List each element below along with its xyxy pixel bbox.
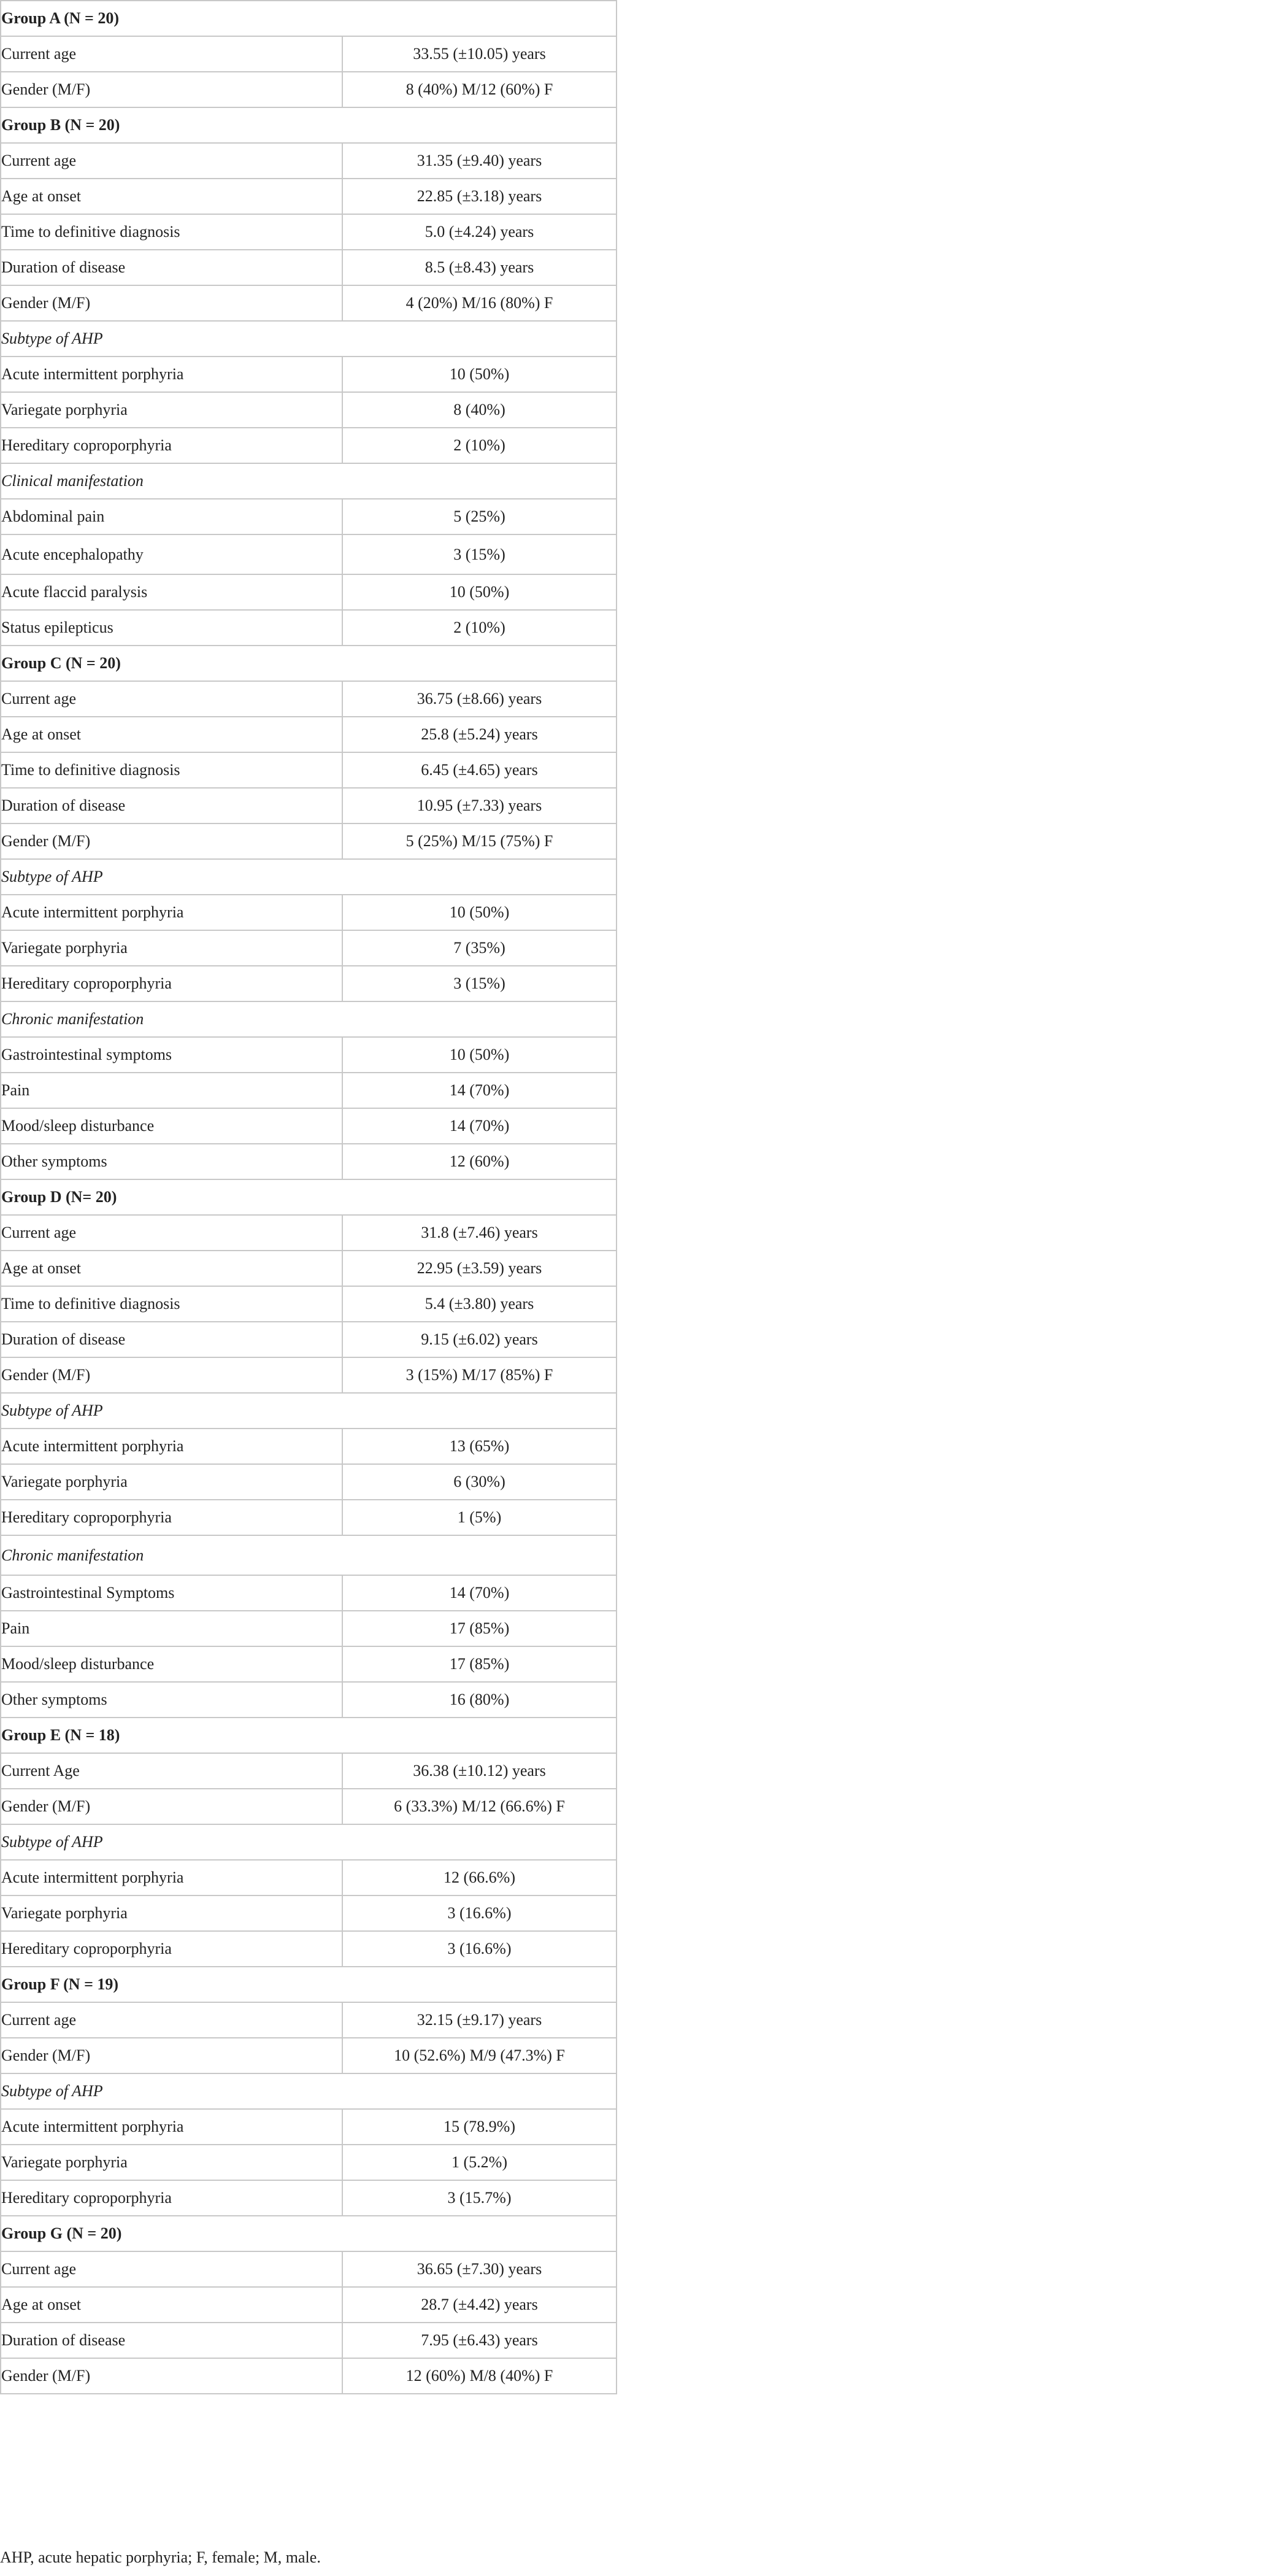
row-value: 3 (15.7%) — [342, 2180, 617, 2216]
table-row — [1, 1860, 617, 1895]
table-row — [1, 36, 617, 72]
table-row — [1, 966, 617, 1001]
row-label: Duration of disease — [1, 2323, 342, 2358]
table-row — [1, 1322, 617, 1357]
row-value: 9.15 (±6.02) years — [342, 1322, 617, 1357]
row-label: Pain — [1, 1073, 342, 1108]
row-label: Duration of disease — [1, 1322, 342, 1357]
row-value: 13 (65%) — [342, 1429, 617, 1464]
row-label: Time to definitive diagnosis — [1, 752, 342, 788]
row-label: Variegate porphyria — [1, 930, 342, 966]
row-value: 12 (60%) — [342, 1144, 617, 1179]
table-row — [1, 1895, 617, 1931]
table-row — [1, 1357, 617, 1393]
section-header: Chronic manifestation — [1, 1535, 617, 1575]
row-label: Gastrointestinal Symptoms — [1, 1575, 342, 1611]
section-header-row — [1, 321, 617, 357]
table-row — [1, 2002, 617, 2038]
row-label: Current age — [1, 681, 342, 717]
row-label: Age at onset — [1, 1251, 342, 1286]
section-header: Clinical manifestation — [1, 463, 617, 499]
table-row — [1, 1464, 617, 1500]
row-label: Gender (M/F) — [1, 2038, 342, 2073]
row-label: Current age — [1, 36, 342, 72]
row-value: 36.38 (±10.12) years — [342, 1753, 617, 1789]
row-label: Current age — [1, 1215, 342, 1251]
row-label: Current age — [1, 2002, 342, 2038]
row-label: Duration of disease — [1, 250, 342, 285]
row-value: 1 (5%) — [342, 1500, 617, 1535]
row-label: Acute intermittent porphyria — [1, 2109, 342, 2145]
section-header-row — [1, 1393, 617, 1429]
table-row — [1, 357, 617, 392]
row-value: 10 (50%) — [342, 574, 617, 610]
row-label: Mood/sleep disturbance — [1, 1108, 342, 1144]
row-value: 36.75 (±8.66) years — [342, 681, 617, 717]
row-label: Hereditary coproporphyria — [1, 2180, 342, 2216]
row-label: Variegate porphyria — [1, 1464, 342, 1500]
row-label: Current Age — [1, 1753, 342, 1789]
row-value: 32.15 (±9.17) years — [342, 2002, 617, 2038]
table-row — [1, 1144, 617, 1179]
row-label: Hereditary coproporphyria — [1, 428, 342, 463]
section-header-row — [1, 1535, 617, 1575]
row-value: 8.5 (±8.43) years — [342, 250, 617, 285]
table-row — [1, 574, 617, 610]
row-label: Current age — [1, 143, 342, 179]
row-value: 2 (10%) — [342, 610, 617, 646]
row-value: 3 (15%) M/17 (85%) F — [342, 1357, 617, 1393]
row-value: 17 (85%) — [342, 1646, 617, 1682]
row-label: Acute intermittent porphyria — [1, 1429, 342, 1464]
table-row — [1, 2180, 617, 2216]
table-row — [1, 1789, 617, 1824]
demographics-table — [0, 0, 617, 2394]
table-footnote: AHP, acute hepatic porphyria; F, female; M, male. — [0, 2548, 321, 2566]
table-row — [1, 2287, 617, 2323]
section-header: Subtype of AHP — [1, 1824, 617, 1860]
table-row — [1, 2323, 617, 2358]
section-header: Subtype of AHP — [1, 1393, 617, 1429]
row-value: 7.95 (±6.43) years — [342, 2323, 617, 2358]
section-header-row — [1, 1824, 617, 1860]
group-header-row — [1, 2216, 617, 2251]
row-value: 31.35 (±9.40) years — [342, 143, 617, 179]
row-value: 8 (40%) — [342, 392, 617, 428]
row-value: 5.4 (±3.80) years — [342, 1286, 617, 1322]
row-value: 10 (50%) — [342, 1037, 617, 1073]
table-row — [1, 72, 617, 107]
group-header: Group E (N = 18) — [1, 1718, 617, 1753]
row-value: 3 (16.6%) — [342, 1931, 617, 1967]
row-value: 5 (25%) M/15 (75%) F — [342, 823, 617, 859]
row-value: 14 (70%) — [342, 1575, 617, 1611]
table-row — [1, 681, 617, 717]
table-row — [1, 392, 617, 428]
group-header-row — [1, 1, 617, 36]
row-label: Gender (M/F) — [1, 285, 342, 321]
row-label: Time to definitive diagnosis — [1, 214, 342, 250]
row-value: 6.45 (±4.65) years — [342, 752, 617, 788]
table-row — [1, 428, 617, 463]
table-row — [1, 1108, 617, 1144]
row-value: 7 (35%) — [342, 930, 617, 966]
row-label: Acute encephalopathy — [1, 534, 342, 574]
row-value: 10 (50%) — [342, 357, 617, 392]
group-header-row — [1, 1718, 617, 1753]
table-row — [1, 2145, 617, 2180]
row-value: 10 (52.6%) M/9 (47.3%) F — [342, 2038, 617, 2073]
table-row — [1, 2251, 617, 2287]
table-row — [1, 610, 617, 646]
group-header-row — [1, 646, 617, 681]
table-row — [1, 2358, 617, 2394]
row-label: Gender (M/F) — [1, 72, 342, 107]
section-header: Chronic manifestation — [1, 1001, 617, 1037]
section-header-row — [1, 2073, 617, 2109]
group-header: Group B (N = 20) — [1, 107, 617, 143]
row-value: 28.7 (±4.42) years — [342, 2287, 617, 2323]
row-label: Acute flaccid paralysis — [1, 574, 342, 610]
table-row — [1, 1575, 617, 1611]
table-row — [1, 823, 617, 859]
row-label: Duration of disease — [1, 788, 342, 823]
table-row — [1, 534, 617, 574]
table-row — [1, 285, 617, 321]
table-row — [1, 143, 617, 179]
row-label: Other symptoms — [1, 1682, 342, 1718]
row-label: Gender (M/F) — [1, 2358, 342, 2394]
section-header-row — [1, 463, 617, 499]
row-label: Age at onset — [1, 179, 342, 214]
row-value: 14 (70%) — [342, 1073, 617, 1108]
table-row — [1, 1286, 617, 1322]
row-label: Age at onset — [1, 2287, 342, 2323]
row-label: Hereditary coproporphyria — [1, 966, 342, 1001]
table-row — [1, 179, 617, 214]
group-header: Group C (N = 20) — [1, 646, 617, 681]
table-row — [1, 1646, 617, 1682]
row-value: 22.95 (±3.59) years — [342, 1251, 617, 1286]
row-value: 16 (80%) — [342, 1682, 617, 1718]
row-value: 6 (33.3%) M/12 (66.6%) F — [342, 1789, 617, 1824]
row-label: Other symptoms — [1, 1144, 342, 1179]
table-row — [1, 214, 617, 250]
table-row — [1, 1037, 617, 1073]
table-row — [1, 930, 617, 966]
row-label: Status epilepticus — [1, 610, 342, 646]
row-value: 33.55 (±10.05) years — [342, 36, 617, 72]
row-value: 14 (70%) — [342, 1108, 617, 1144]
table-row — [1, 895, 617, 930]
table-row — [1, 499, 617, 534]
row-value: 6 (30%) — [342, 1464, 617, 1500]
table-row — [1, 1611, 617, 1646]
row-value: 25.8 (±5.24) years — [342, 717, 617, 752]
row-label: Hereditary coproporphyria — [1, 1931, 342, 1967]
table-row — [1, 752, 617, 788]
group-header: Group A (N = 20) — [1, 1, 617, 36]
row-label: Variegate porphyria — [1, 1895, 342, 1931]
table-row — [1, 788, 617, 823]
row-value: 5 (25%) — [342, 499, 617, 534]
table-row — [1, 250, 617, 285]
row-value: 36.65 (±7.30) years — [342, 2251, 617, 2287]
table-row — [1, 2038, 617, 2073]
row-label: Pain — [1, 1611, 342, 1646]
row-value: 31.8 (±7.46) years — [342, 1215, 617, 1251]
section-header-row — [1, 859, 617, 895]
row-label: Gender (M/F) — [1, 1789, 342, 1824]
group-header-row — [1, 1179, 617, 1215]
table-row — [1, 1429, 617, 1464]
table-row — [1, 1931, 617, 1967]
row-value: 12 (60%) M/8 (40%) F — [342, 2358, 617, 2394]
table-row — [1, 1215, 617, 1251]
table-row — [1, 1753, 617, 1789]
row-label: Acute intermittent porphyria — [1, 1860, 342, 1895]
row-value: 3 (16.6%) — [342, 1895, 617, 1931]
group-header: Group G (N = 20) — [1, 2216, 617, 2251]
group-header: Group D (N= 20) — [1, 1179, 617, 1215]
row-label: Acute intermittent porphyria — [1, 357, 342, 392]
section-header: Subtype of AHP — [1, 321, 617, 357]
row-value: 10.95 (±7.33) years — [342, 788, 617, 823]
table-row — [1, 2109, 617, 2145]
row-value: 1 (5.2%) — [342, 2145, 617, 2180]
row-label: Gender (M/F) — [1, 823, 342, 859]
row-value: 3 (15%) — [342, 966, 617, 1001]
row-value: 3 (15%) — [342, 534, 617, 574]
table-row — [1, 1251, 617, 1286]
group-header-row — [1, 1967, 617, 2002]
section-header-row — [1, 1001, 617, 1037]
row-value: 12 (66.6%) — [342, 1860, 617, 1895]
group-header: Group F (N = 19) — [1, 1967, 617, 2002]
row-label: Variegate porphyria — [1, 2145, 342, 2180]
row-value: 15 (78.9%) — [342, 2109, 617, 2145]
row-label: Mood/sleep disturbance — [1, 1646, 342, 1682]
row-label: Hereditary coproporphyria — [1, 1500, 342, 1535]
row-value: 5.0 (±4.24) years — [342, 214, 617, 250]
row-value: 10 (50%) — [342, 895, 617, 930]
table-row — [1, 1682, 617, 1718]
section-header: Subtype of AHP — [1, 859, 617, 895]
table-row — [1, 1073, 617, 1108]
row-value: 2 (10%) — [342, 428, 617, 463]
row-label: Abdominal pain — [1, 499, 342, 534]
row-label: Acute intermittent porphyria — [1, 895, 342, 930]
table-row — [1, 1500, 617, 1535]
row-label: Gender (M/F) — [1, 1357, 342, 1393]
section-header: Subtype of AHP — [1, 2073, 617, 2109]
table-body — [1, 1, 617, 2394]
row-label: Variegate porphyria — [1, 392, 342, 428]
row-value: 8 (40%) M/12 (60%) F — [342, 72, 617, 107]
row-value: 4 (20%) M/16 (80%) F — [342, 285, 617, 321]
row-label: Current age — [1, 2251, 342, 2287]
row-value: 22.85 (±3.18) years — [342, 179, 617, 214]
table-row — [1, 717, 617, 752]
row-value: 17 (85%) — [342, 1611, 617, 1646]
row-label: Gastrointestinal symptoms — [1, 1037, 342, 1073]
row-label: Time to definitive diagnosis — [1, 1286, 342, 1322]
row-label: Age at onset — [1, 717, 342, 752]
group-header-row — [1, 107, 617, 143]
